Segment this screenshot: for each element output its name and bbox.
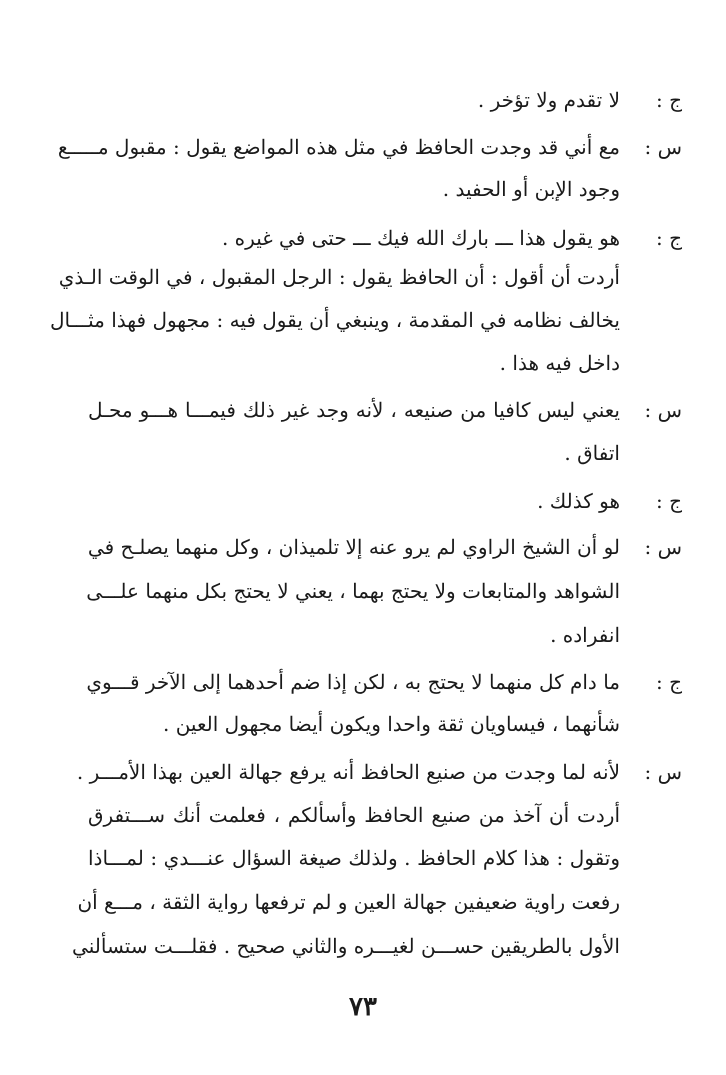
text-line: أردت أن أقول : أن الحافظ يقول : الرجل المقبول ، في الوقت الـذي [58,265,620,289]
speaker-label: ج : [655,226,682,250]
text-line: لا تقدم ولا تؤخر . [477,88,620,112]
speaker-label: س : [644,760,682,784]
page-number: ٧٣ [349,992,377,1022]
text-line: ما دام كل منهما لا يحتج به ، لكن إذا ضم أحدهما إلى الآخر قـــوي [86,670,620,694]
speaker-label: ج : [655,489,682,513]
speaker-label: س : [644,535,682,559]
text-line: انفراده . [550,623,620,647]
text-line: أردت أن آخذ من صنيع الحافظ وأسألكم ، فعلمت أنك ســـتفرق [88,803,620,827]
text-line: وجود الإبن أو الحفيد . [442,177,620,201]
speaker-label: ج : [655,88,682,112]
text-line: هو يقول هذا ـــ بارك الله فيك ـــ حتى في غيره . [221,226,620,250]
speaker-label: س : [644,135,682,159]
text-line: مع أني قد وجدت الحافظ في مثل هذه المواضع يقول : مقبول مـــــع [57,135,620,159]
speaker-label: ج : [655,670,682,694]
text-line: هو كذلك . [537,489,620,513]
text-line: شأنهما ، فيساويان ثقة واحدا ويكون أيضا مجهول العين . [162,712,620,736]
text-line: الأول بالطريقين حســـن لغيـــره والثاني صحيح . فقلـــت ستسألني [72,934,620,958]
text-line: وتقول : هذا كلام الحافظ . ولذلك صيغة السؤال عنـــدي : لمـــاذا [88,846,620,870]
text-line: اتفاق . [564,441,620,465]
text-line: رفعت راوية ضعيفين جهالة العين و لم ترفعها رواية الثقة ، مـــع أن [77,890,620,914]
text-line: داخل فيه هذا . [499,351,620,375]
text-line: يخالف نظامه في المقدمة ، وينبغي أن يقول فيه : مجهول فهذا مثـــال [49,308,620,332]
text-line: لأنه لما وجدت من صنيع الحافظ أنه يرفع جهالة العين بهذا الأمـــر . [76,760,620,784]
text-line: لو أن الشيخ الراوي لم يرو عنه إلا تلميذان ، وكل منهما يصلـح في [87,535,620,559]
text-line: الشواهد والمتابعات ولا يحتج بهما ، يعني لا يحتج بكل منهما علـــى [86,579,620,603]
text-line: يعني ليس كافيا من صنيعه ، لأنه وجد غير ذلك فيمـــا هـــو محـل [88,398,620,422]
speaker-label: س : [644,398,682,422]
